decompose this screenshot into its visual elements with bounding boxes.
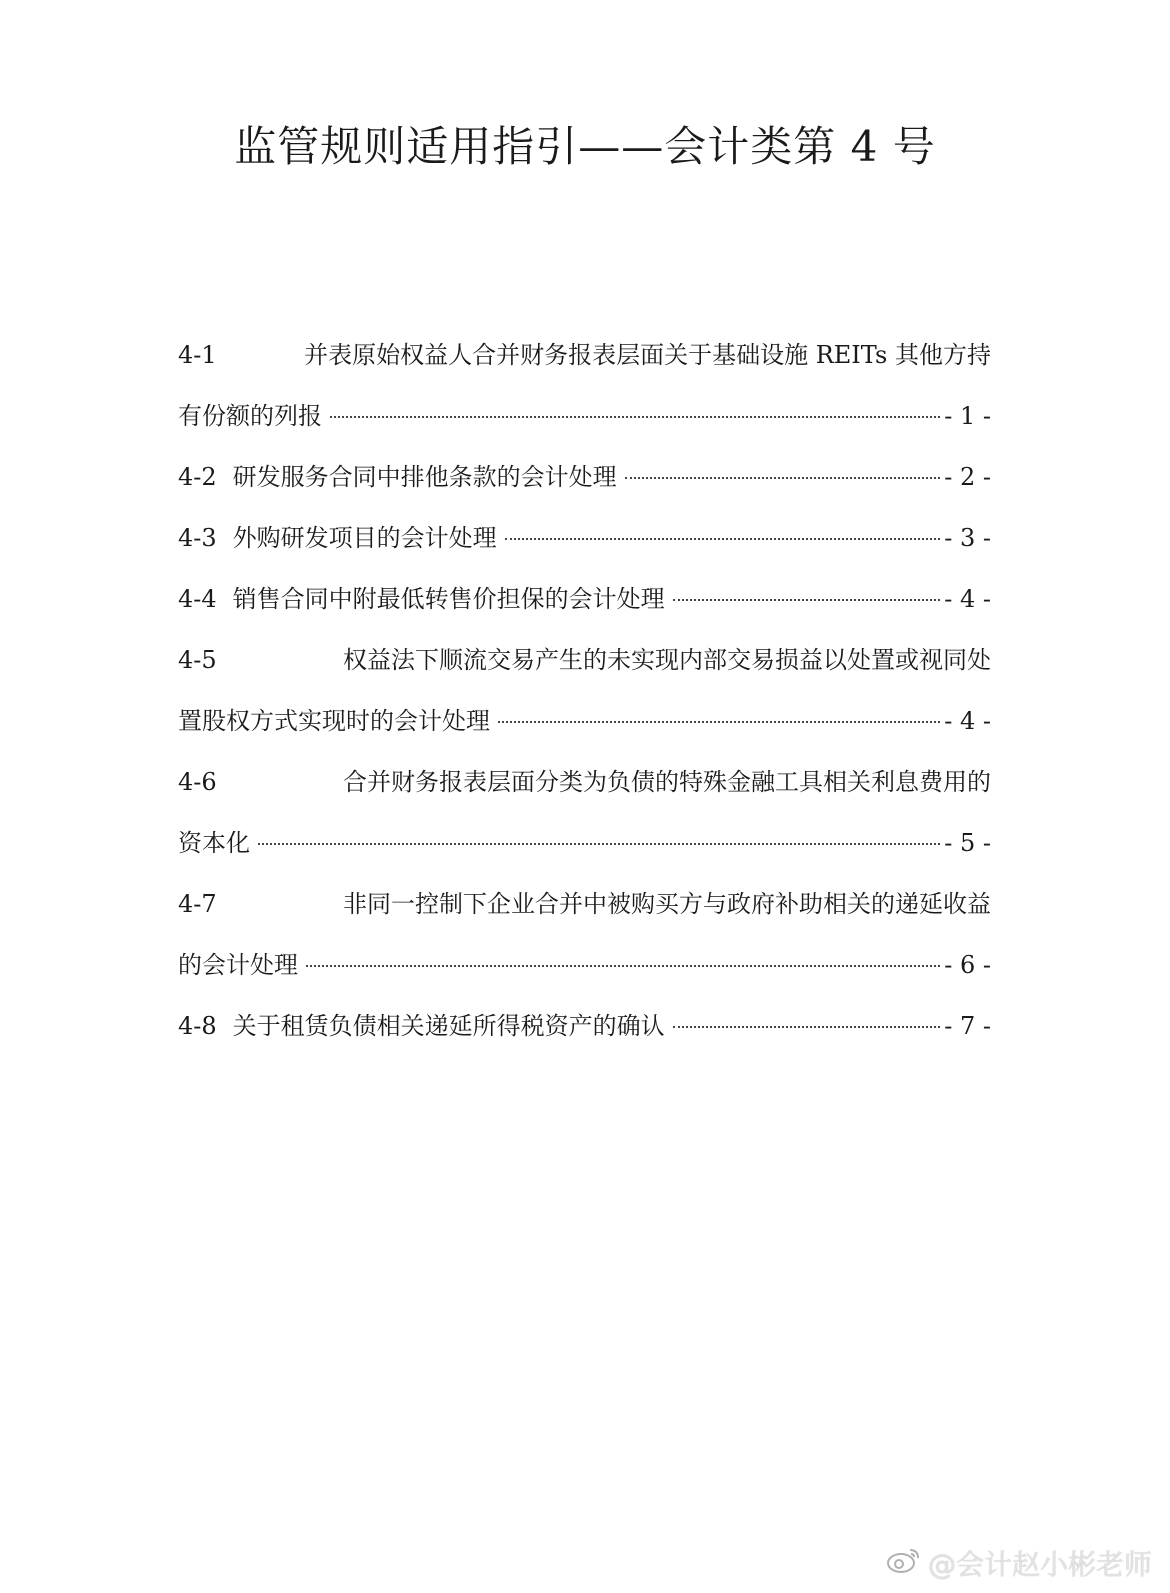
toc-entry-title: 资本化	[178, 829, 250, 857]
dot-leader	[505, 538, 941, 540]
toc-entry-number: 4-1	[178, 341, 217, 369]
toc-entry-title: 的会计处理	[178, 951, 298, 979]
toc-page-number: - 2 -	[944, 463, 991, 491]
toc-page-number: - 6 -	[944, 951, 991, 979]
toc-entry-number: 4-8	[178, 1012, 217, 1040]
toc-entry-title: 权益法下顺流交易产生的未实现内部交易损益以处置或视同处	[343, 646, 991, 674]
toc-entry-title: 销售合同中附最低转售价担保的会计处理	[232, 585, 665, 613]
toc-line	[178, 569, 991, 630]
toc-entry-number: 4-3	[178, 524, 217, 552]
toc-line	[178, 386, 991, 447]
toc-entry-4-2[interactable]	[178, 447, 991, 508]
toc-entry-4-6[interactable]	[178, 752, 991, 874]
toc-line	[178, 874, 991, 935]
toc-line	[178, 630, 991, 691]
toc-line	[178, 752, 991, 813]
dot-leader	[258, 843, 940, 845]
toc-entry-number: 4-4	[178, 585, 217, 613]
toc-line	[178, 508, 991, 569]
weibo-watermark	[886, 1543, 1152, 1583]
dot-leader	[498, 721, 940, 723]
toc-page-number: - 1 -	[944, 402, 991, 430]
toc-entry-title: 非同一控制下企业合并中被购买方与政府补助相关的递延收益	[343, 890, 991, 918]
page-title: 监管规则适用指引——会计类第 4 号	[234, 122, 936, 171]
toc-page-number: - 4 -	[944, 585, 991, 613]
toc-line	[178, 935, 991, 996]
toc-line	[178, 447, 991, 508]
toc-page-number: - 4 -	[944, 707, 991, 735]
toc-line	[178, 813, 991, 874]
toc-entry-number: 4-2	[178, 463, 217, 491]
toc-entry-title: 研发服务合同中排他条款的会计处理	[232, 463, 617, 491]
toc-entry-4-1[interactable]	[178, 325, 991, 447]
dot-leader	[673, 1026, 941, 1028]
dot-leader	[306, 965, 940, 967]
toc-page-number: - 7 -	[944, 1012, 991, 1040]
watermark-text: @会计赵小彬老师	[927, 1548, 1152, 1581]
toc-entry-title: 置股权方式实现时的会计处理	[178, 707, 490, 735]
table-of-contents	[178, 325, 991, 1057]
toc-page-number: - 3 -	[944, 524, 991, 552]
weibo-icon	[886, 1545, 928, 1582]
dot-leader	[330, 416, 940, 418]
toc-entry-number: 4-7	[178, 890, 217, 918]
toc-line	[178, 691, 991, 752]
toc-entry-number: 4-5	[178, 646, 217, 674]
toc-entry-4-4[interactable]	[178, 569, 991, 630]
toc-entry-title: 并表原始权益人合并财务报表层面关于基础设施 REITs 其他方持	[304, 341, 991, 369]
toc-entry-title: 有份额的列报	[178, 402, 322, 430]
toc-entry-title: 关于租赁负债相关递延所得税资产的确认	[232, 1012, 665, 1040]
dot-leader	[625, 477, 941, 479]
toc-entry-4-3[interactable]	[178, 508, 991, 569]
toc-entry-number: 4-6	[178, 768, 217, 796]
dot-leader	[673, 599, 941, 601]
toc-entry-title: 合并财务报表层面分类为负债的特殊金融工具相关利息费用的	[343, 768, 991, 796]
toc-page-number: - 5 -	[944, 829, 991, 857]
toc-entry-4-7[interactable]	[178, 874, 991, 996]
toc-line	[178, 996, 991, 1057]
toc-line	[178, 325, 991, 386]
toc-entry-4-8[interactable]	[178, 996, 991, 1057]
toc-entry-title: 外购研发项目的会计处理	[232, 524, 497, 552]
toc-entry-4-5[interactable]	[178, 630, 991, 752]
